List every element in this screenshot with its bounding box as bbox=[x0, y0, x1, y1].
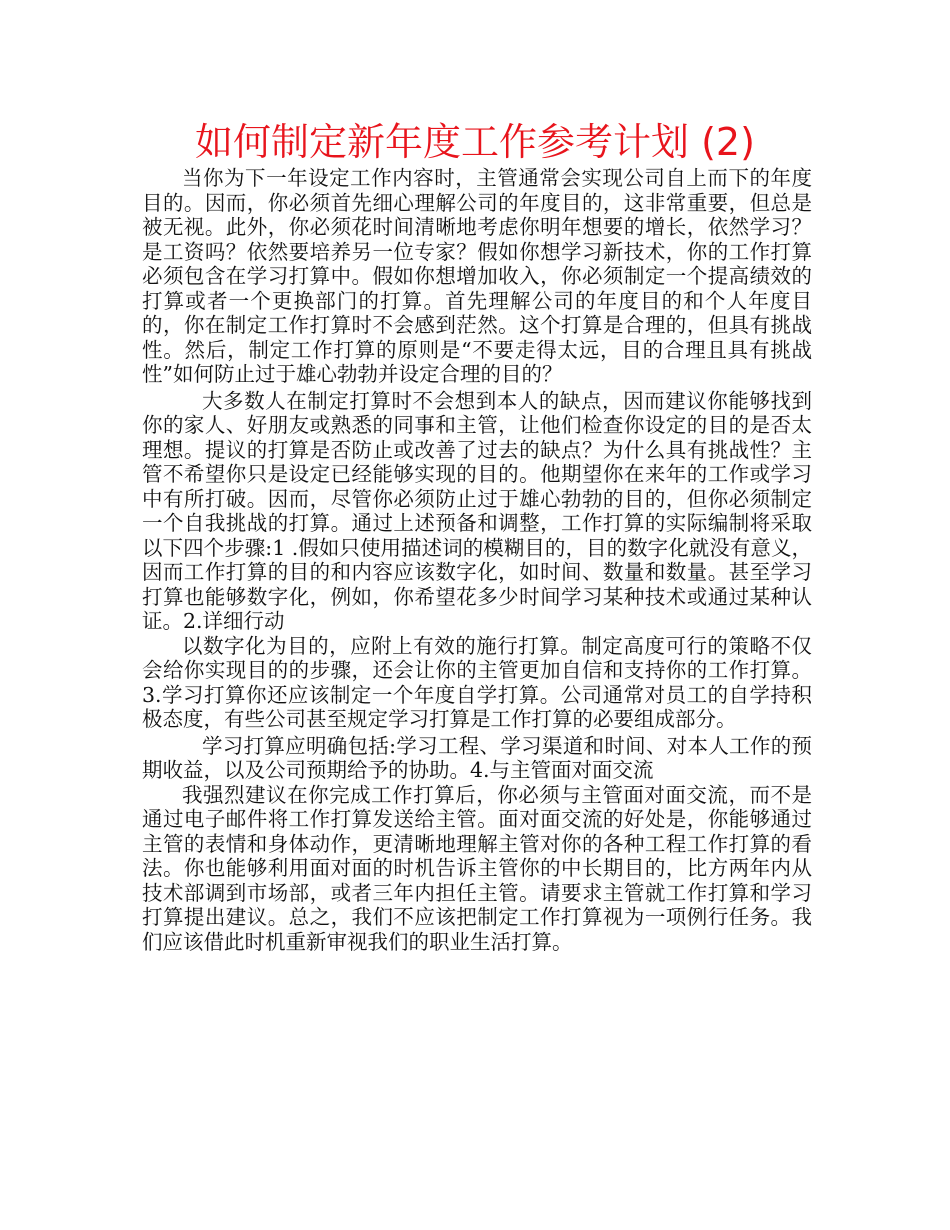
paragraph-4: 学习打算应明确包括:学习工程、学习渠道和时间、对本人工作的预期收益，以及公司预期给予的协助。4.与主管面对面交流 bbox=[142, 733, 812, 782]
document-body bbox=[142, 166, 812, 954]
paragraph-3: 以数字化为目的，应附上有效的施行打算。制定高度可行的策略不仅会给你实现目的的步骤，还会让你的主管更加自信和支持你的工作打算。3.学习打算你还应该制定一个年度自学打算。公司通常对员工的自学持积极态度，有些公司甚至规定学习打算是工作打算的必要组成部分。 bbox=[142, 633, 812, 731]
page-title: 如何制定新年度工作参考计划 (2) bbox=[195, 120, 755, 164]
paragraph-5: 我强烈建议在你完成工作打算后，你必须与主管面对面交流，而不是通过电子邮件将工作打算发送给主管。面对面交流的好处是，你能够通过主管的表情和身体动作，更清晰地理解主管对你的各种工程工作打算的看法。你也能够利用面对面的时机告诉主管你的中长期目的，比方两年内从技术部调到市场部，或者三年内担任主管。请要求主管就工作打算和学习打算提出建议。总之，我们不应该把制定工作打算视为一项例行任务。我们应该借此时机重新审视我们的职业生活打算。 bbox=[142, 782, 812, 954]
paragraph-2: 大多数人在制定打算时不会想到本人的缺点，因而建议你能够找到你的家人、好朋友或熟悉的同事和主管，让他们检查你设定的目的是否太理想。提议的打算是否防止或改善了过去的缺点？为什么具有挑战性？主管不希望你只是设定已经能够实现的目的。他期望你在来年的工作或学习中有所打破。因而，尽管你必须防止过于雄心勃勃的目的，但你必须制定一个自我挑战的打算。通过上述预备和调整，工作打算的实际编制将采取以下四个步骤:1 .假如只使用描述词的模糊目的，目的数字化就没有意义，因而工作打算的目的和内容应该数字化，如时间、数量和数量。甚至学习打算也能够数字化，例如，你希望花多少时间学习某种技术或通过某种认证。2.详细行动 bbox=[142, 388, 812, 633]
paragraph-1: 当你为下一年设定工作内容时，主管通常会实现公司自上而下的年度目的。因而，你必须首先细心理解公司的年度目的，这非常重要，但总是被无视。此外，你必须花时间清晰地考虑你明年想要的增长，依然学习？是工资吗？依然要培养另一位专家？假如你想学习新技术，你的工作打算必须包含在学习打算中。假如你想增加收入，你必须制定一个提高绩效的打算或者一个更换部门的打算。首先理解公司的年度目的和个人年度目的，你在制定工作打算时不会感到茫然。这个打算是合理的，但具有挑战性。然后，制定工作打算的原则是“不要走得太远，目的合理且具有挑战性”如何防止过于雄心勃勃并设定合理的目的？ bbox=[142, 166, 812, 386]
